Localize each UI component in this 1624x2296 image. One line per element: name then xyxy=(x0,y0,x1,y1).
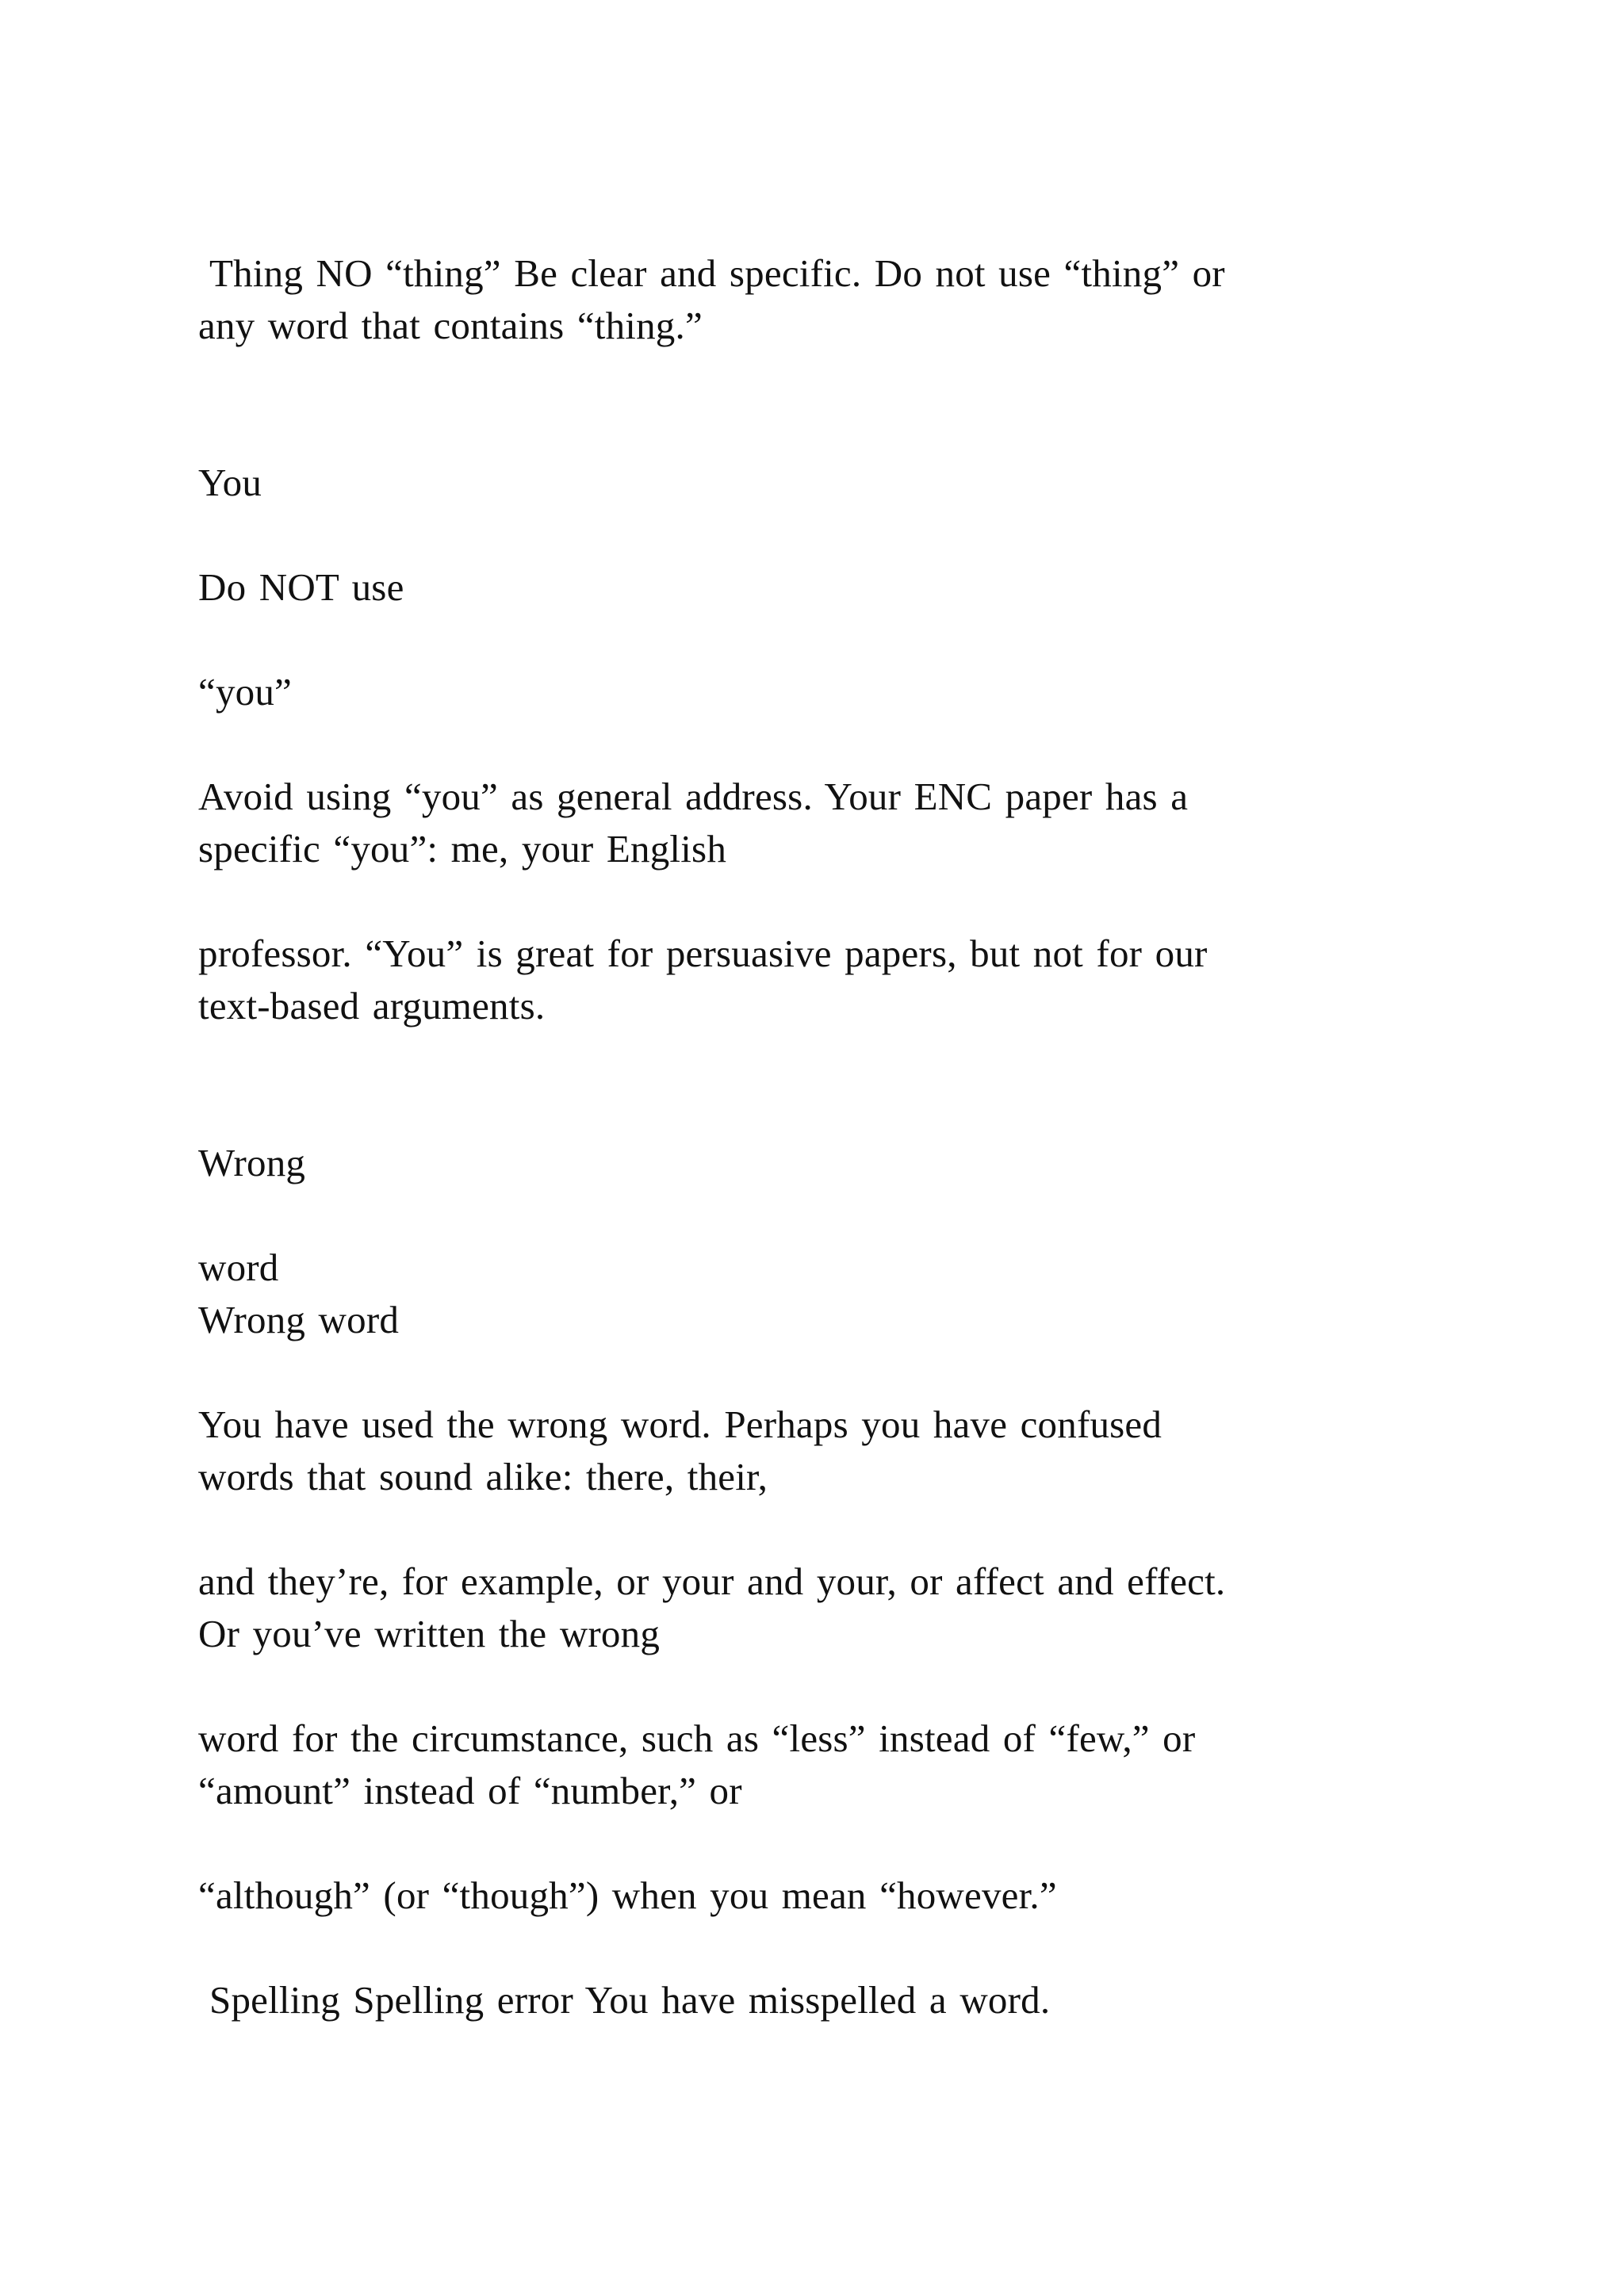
text-line: Wrong xyxy=(198,1141,306,1184)
text-line: You xyxy=(198,461,262,504)
text-line: word for the circumstance, such as “less” instead of “few,” or xyxy=(198,1716,1196,1760)
text-line: “you” xyxy=(198,670,292,714)
text-line: Avoid using “you” as general address. Your ENC paper has a xyxy=(198,775,1189,818)
text-line: Spelling Spelling error You have misspelled a word. xyxy=(209,1978,1051,2022)
text-line: and they’re, for example, or your and your, or affect and effect. xyxy=(198,1559,1226,1603)
text-line: Wrong word xyxy=(198,1298,400,1341)
text-line: specific “you”: me, your English xyxy=(198,827,727,871)
text-line: Do NOT use xyxy=(198,565,404,609)
text-line: “although” (or “though”) when you mean “however.” xyxy=(198,1873,1057,1917)
text-line: professor. “You” is great for persuasive papers, but not for our xyxy=(198,932,1208,975)
text-line: words that sound alike: there, their, xyxy=(198,1455,768,1498)
text-line: You have used the wrong word. Perhaps you have confused xyxy=(198,1402,1162,1446)
text-line: Thing NO “thing” Be clear and specific. Do not use “thing” or xyxy=(209,251,1225,295)
text-line: Or you’ve written the wrong xyxy=(198,1612,661,1655)
text-line: “amount” instead of “number,” or xyxy=(198,1769,742,1812)
text-line: any word that contains “thing.” xyxy=(198,304,703,347)
text-line: text-based arguments. xyxy=(198,984,546,1027)
text-line: word xyxy=(198,1246,279,1289)
